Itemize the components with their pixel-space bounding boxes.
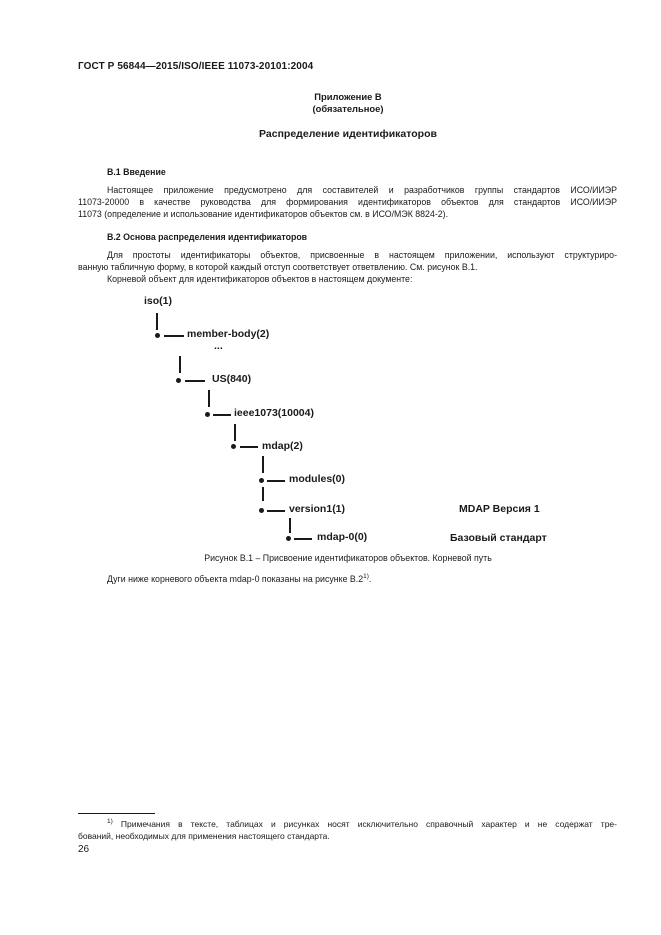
section-1-line-3: 11073 (определение и использование идентификаторов объектов см. в ИСО/МЭК 8824-2).: [78, 209, 449, 220]
tree-note-base-standard: Базовый стандарт: [450, 532, 547, 544]
tree-connector: [164, 335, 184, 337]
tree-branch-line: [262, 487, 264, 501]
tree-note-mdap-version: MDAP Версия 1: [459, 503, 540, 515]
section-1-heading: В.1 Введение: [107, 167, 166, 177]
tree-node-dot: [286, 536, 291, 541]
footnote-reference: 1): [363, 573, 369, 580]
tree-node-iso: iso(1): [144, 295, 173, 307]
tree-connector: [185, 380, 205, 382]
section-1-line-2: 11073-20000 в качестве руководства для формирования идентификаторов объектов для стандартов ИСО/ИИЭР: [78, 197, 617, 208]
tree-node-modules: modules(0): [289, 473, 346, 485]
tree-node-dot: [205, 412, 210, 417]
tree-branch-line: [208, 390, 210, 407]
tree-connector: [213, 414, 231, 416]
footnote: [78, 816, 617, 843]
page-number: 26: [78, 844, 90, 855]
appendix-title: Приложение В: [314, 91, 382, 102]
tree-connector: [294, 538, 312, 540]
footnote-rule: [78, 813, 155, 814]
after-figure-period: .: [368, 573, 372, 584]
section-2-heading: В.2 Основа распределения идентификаторов: [107, 232, 308, 242]
tree-connector: [267, 510, 285, 512]
tree-node-dot: [176, 378, 181, 383]
tree-ellipsis: ...: [214, 340, 223, 352]
tree-node-dot: [259, 478, 264, 483]
tree-branch-line: [179, 356, 181, 373]
tree-node-member-body: member-body(2): [187, 328, 270, 340]
tree-connector: [240, 446, 258, 448]
section-1-line-1: Настоящее приложение предусмотрено для составителей и разработчиков группы стандартов ИСО/ИИЭР: [107, 185, 617, 195]
tree-node-mdap-0: mdap-0(0): [317, 531, 368, 543]
footnote-mark: 1): [107, 818, 113, 825]
after-figure-sentence: Дуги ниже корневого объекта mdap-0 показаны на рисунке В.2: [107, 573, 364, 584]
tree-branch-line: [262, 456, 264, 473]
appendix-status: (обязательное): [312, 103, 384, 114]
section-2-line-3: Корневой объект для идентификаторов объектов в настоящем документе:: [107, 274, 413, 285]
after-figure-text: [107, 573, 371, 584]
tree-node-mdap: mdap(2): [262, 440, 303, 452]
footnote-line-2: бований, необходимых для применения настоящего стандарта.: [78, 831, 330, 842]
tree-branch-line: [156, 313, 158, 330]
section-2-line-1: Для простоты идентификаторы объектов, присвоенные в настоящем приложении, используют структуриро-: [107, 250, 617, 260]
footnote-line-1: [78, 816, 617, 830]
appendix-heading: Распределение идентификаторов: [259, 128, 437, 140]
tree-branch-line: [234, 424, 236, 441]
tree-node-dot: [259, 508, 264, 513]
tree-node-ieee1073: ieee1073(10004): [234, 407, 314, 419]
tree-node-version1: version1(1): [289, 503, 346, 515]
tree-connector: [267, 480, 285, 482]
section-2-line-2: ванную табличную форму, в которой каждый отступ соответствует ответвлению. См. рисунок В.1.: [78, 262, 478, 273]
footnote-text-1: Примечания в тексте, таблицах и рисунках носят исключительно справочный характер и не содержат тре-: [120, 818, 617, 829]
tree-node-dot: [231, 444, 236, 449]
tree-node-dot: [155, 333, 160, 338]
tree-node-us: US(840): [212, 373, 252, 385]
figure-caption: Рисунок В.1 – Присвоение идентификаторов объектов. Корневой путь: [204, 553, 492, 563]
tree-branch-line: [289, 518, 291, 533]
document-code: ГОСТ Р 56844—2015/ISO/IEEE 11073-20101:2004: [78, 61, 314, 72]
